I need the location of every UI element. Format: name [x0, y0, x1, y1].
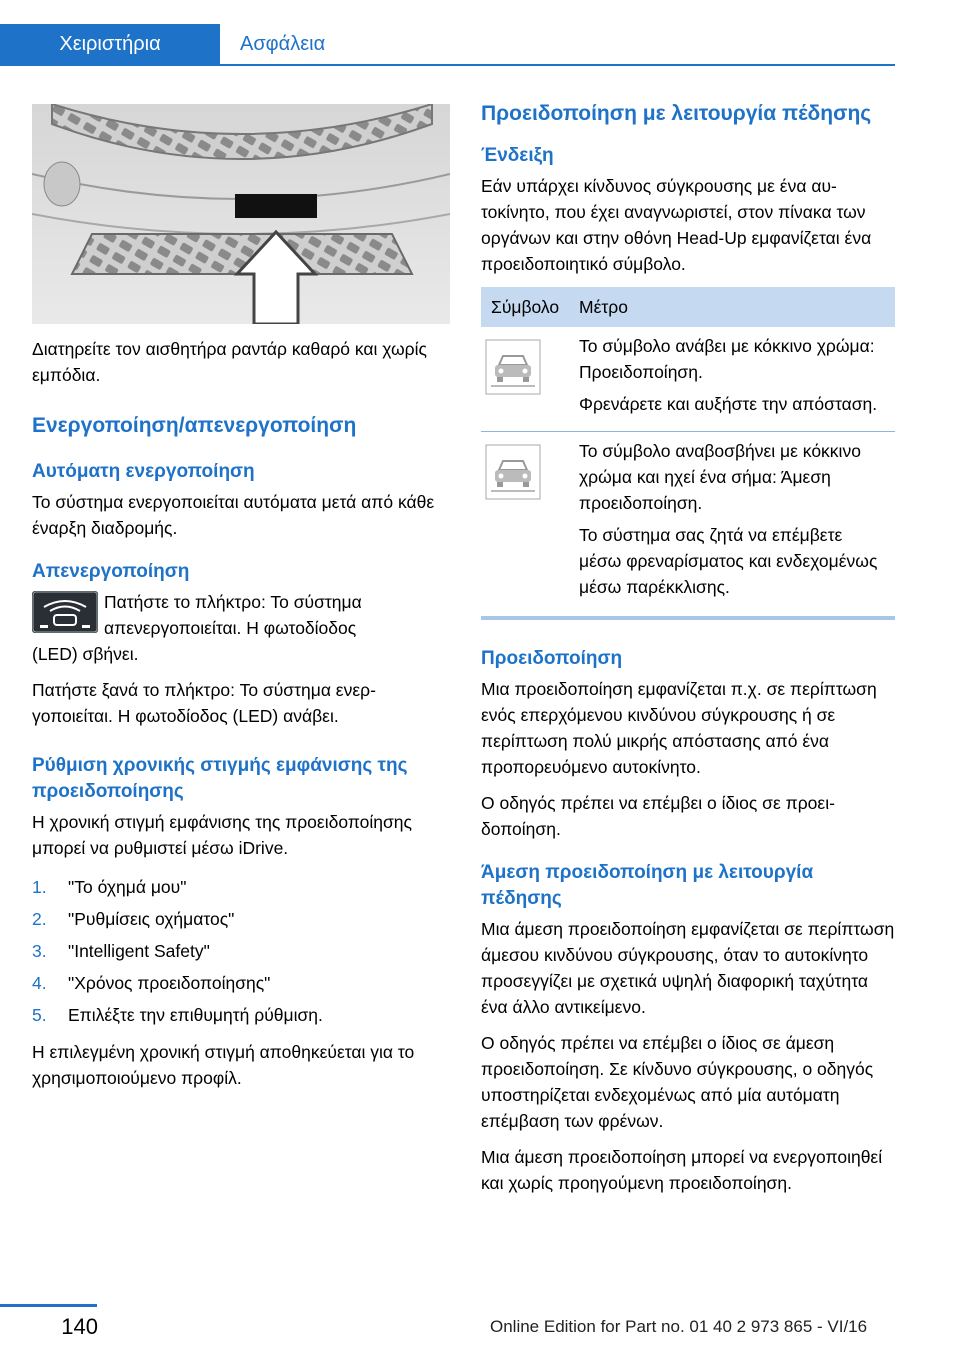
footer-rule [0, 1304, 97, 1307]
list-item: 2. "Ρυθμίσεις οχήματος" [32, 909, 235, 929]
warning-timing-text: Η χρονική στιγμή εμφάνισης της προειδοποίησης μπορεί να ρυθμιστεί μέσω iDrive. [32, 812, 412, 858]
auto-activation-text: Το σύστημα ενεργοποιείται αυτόματα μετά από κάθε έναρξη διαδρομής. [32, 492, 435, 538]
radar-sensor-photo [32, 104, 450, 324]
symbol-table [481, 287, 895, 616]
immediate-text-3: Μια άμεση προειδοποίηση μπορεί να ενεργοποιηθεί και χωρίς προηγούμενη προειδοποίηση. [481, 1147, 883, 1193]
left-column [32, 104, 450, 1101]
deactivation-line1: Πατήστε το πλήκτρο: Το σύστημα [104, 592, 362, 612]
section-heading-toggle: Ενεργοποίηση/απενεργοποίηση [32, 414, 357, 437]
heading-auto-activation: Αυτόματη ενεργοποίηση [32, 461, 255, 482]
deactivation-line3: (LED) σβήνει. [32, 644, 139, 664]
col-header-symbol: Σύμβολο [481, 287, 569, 327]
heading-immediate-warning: Άμεση προειδοποίηση με λειτουργία πέδησης [481, 862, 814, 909]
display-text: Εάν υπάρχει κίνδυνος σύγκρουσης με ένα αυτοκίνητο, που έχει αναγνωριστεί, στον πίνακα των οργάνων και στην οθόνη Head-Up εμφανίζεται ένα προειδοποιητικό σύμβολο. [481, 176, 872, 274]
right-column [481, 104, 895, 1206]
heading-deactivation: Απενεργοποίηση [32, 561, 190, 582]
list-item: 1. "Το όχημά μου" [32, 877, 187, 897]
tab-controls[interactable]: Χειριστήρια [0, 24, 220, 64]
list-item: 5. Επιλέξτε την επιθυμητή ρύθμιση. [32, 1005, 323, 1025]
section-heading-brake-warning: Προειδοποίηση με λειτουργία πέδησης [481, 102, 872, 125]
symbol-flashing-text: Το σύμβολο αναβοσβήνει με κόκκινο χρώμα και ηχεί ένα σήμα: Άμεση προειδοποίηση. [579, 441, 861, 513]
col-header-measure: Μέτρο [569, 287, 895, 327]
car-front-warning-icon [485, 339, 541, 395]
list-item: 4. "Χρόνος προειδοποίησης" [32, 973, 271, 993]
header-tabs [0, 24, 420, 64]
table-row [481, 432, 895, 617]
saved-profile-text: Η επιλεγμένη χρονική στιγμή αποθηκεύεται για το χρησιμοποιούμενο προφίλ. [32, 1042, 415, 1088]
reactivation-text: Πατήστε ξανά το πλήκτρο: Το σύστημα ενεργοποιείται. Η φωτοδίοδος (LED) ανάβει. [32, 680, 376, 726]
heading-warning: Προειδοποίηση [481, 648, 623, 669]
edition-footer: Online Edition for Part no. 01 40 2 973 865 - VI/16 [490, 1317, 868, 1336]
symbol-red-action: Φρενάρετε και αυξήστε την απόσταση. [579, 394, 878, 414]
table-row [481, 327, 895, 432]
header-rule [0, 64, 895, 66]
immediate-text-2: Ο οδηγός πρέπει να επέμβει ο ίδιος σε άμεση προειδοποίηση. Σε κίνδυνο σύγκρουσης, ο οδηγός υποστηρίζεται ενδεχομένως από μία αυτόματη επέμβαση των φρένων. [481, 1033, 874, 1131]
immediate-text-1: Μια άμεση προειδοποίηση εμφανίζεται σε περίπτωση άμεσου κινδύνου σύγκρουσης, όταν το αυτοκίνητο προσεγγίζει με σχετικά υψηλή διαφορική ταχύτητα ένα άλλο αντικείμενο. [481, 919, 895, 1017]
photo-caption: Διατηρείτε τον αισθητήρα ραντάρ καθαρό και χωρίς εμπόδια. [32, 339, 427, 385]
list-item: 3. "Intelligent Safety" [32, 941, 210, 961]
symbol-flashing-action: Το σύστημα σας ζητά να επέμβετε μέσω φρεναρίσματος και ενδεχομένως μέσω παρέκκλισης. [579, 525, 878, 597]
deactivation-line2: απενεργοποιείται. Η φωτοδίοδος [104, 618, 357, 638]
tab-safety[interactable]: Ασφάλεια [240, 33, 326, 55]
page-number: 140 [61, 1314, 98, 1339]
heading-warning-timing: Ρύθμιση χρονικής στιγμής εμφάνισης της προειδοποίησης [32, 755, 408, 802]
car-front-warning-flashing-icon [485, 444, 541, 500]
symbol-red-text: Το σύμβολο ανάβει με κόκκινο χρώμα: Προειδοποίηση. [579, 336, 875, 382]
warning-text-2: Ο οδηγός πρέπει να επέμβει ο ίδιος σε προειδοποίηση. [481, 793, 835, 839]
idrive-steps [32, 871, 450, 1031]
heading-display: Ένδειξη [481, 145, 554, 166]
warning-text-1: Μια προειδοποίηση εμφανίζεται π.χ. σε περίπτωση ενός επερχόμενου κινδύνου σύγκρουσης ή σε περίπτωση πολύ μικρής απόστασης από ένα προπορευόμενο αυτοκίνητο. [481, 679, 877, 777]
collision-warning-button-icon [32, 589, 104, 641]
